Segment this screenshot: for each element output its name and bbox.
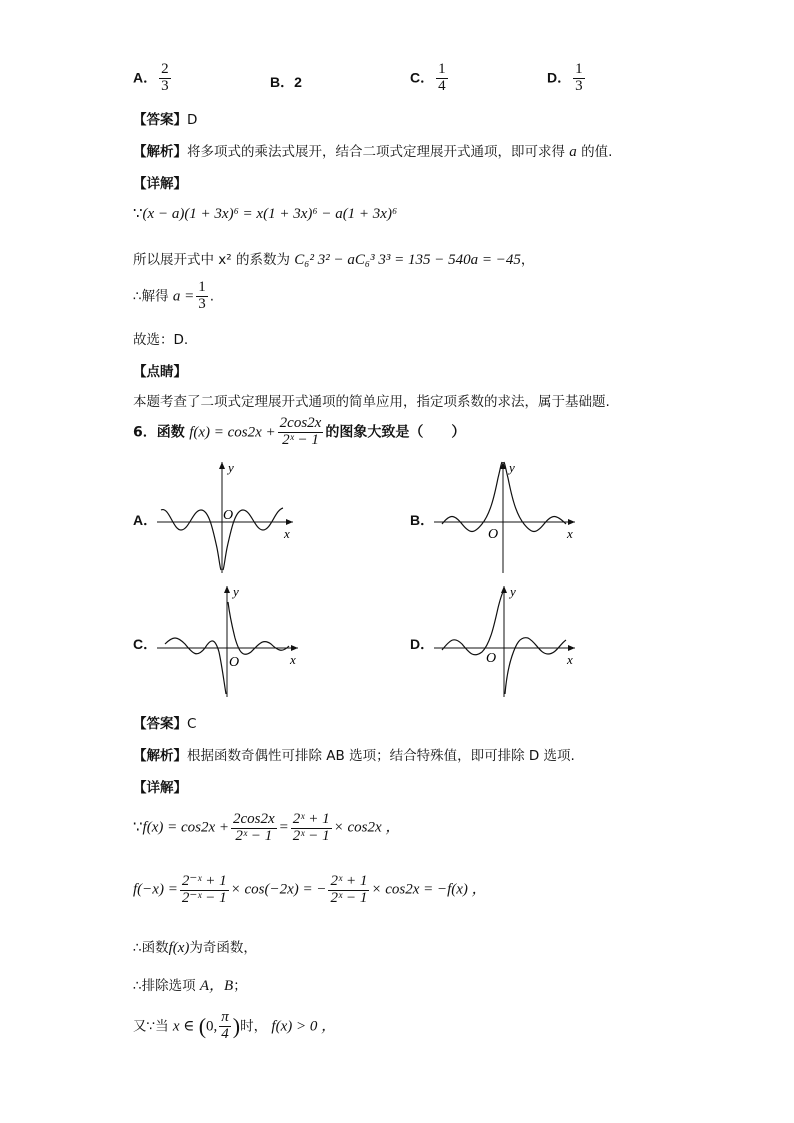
detail-2-line-4: ∴排除选项 A，B； (133, 978, 247, 994)
analysis-1: 【解析】将多项式的乘法式展开，结合二项式定理展开式通项，即可求得 a 的值. (133, 144, 613, 160)
detail-1-tag: 【详解】 (133, 176, 187, 192)
detail-1-line-1: ∵(x − a)(1 + 3x)⁶ = x(1 + 3x)⁶ − a(1 + 3x)⁶ (133, 206, 398, 222)
graph-b (432, 458, 582, 576)
graph-a (155, 458, 300, 576)
graph-c (155, 582, 305, 700)
svg-text:y: y (228, 460, 234, 475)
graph-d-label: D． (410, 636, 435, 652)
answer-2: 【答案】C (133, 716, 197, 732)
detail-2-tag: 【详解】 (133, 780, 187, 796)
graph-a-label: A． (133, 512, 158, 528)
svg-text:x: x (567, 526, 573, 541)
question-6: 6．函数 f(x) = cos2x + $\frac{2\cos 2x}{\text{2ˣ − 1}}$ 的图象大致是（ ） (133, 415, 466, 448)
svg-text:y: y (509, 460, 515, 475)
detail-2-line-2: f(−x) = $\frac{\text{2⁻ˣ + 1}}{\text{2⁻ˣ − 1}}$ × cos(−2x) = − $\frac{\text{2ˣ + 1}}{\text{2ˣ − 1}}$ × cos2x = −f(x) ， (133, 873, 487, 906)
svg-text:x: x (284, 526, 290, 541)
svg-text:O: O (486, 651, 497, 666)
svg-text:O: O (229, 655, 240, 670)
detail-1-line-4: 故选：D. (133, 332, 189, 348)
option-a: A． $\frac{2}{3}$ (133, 61, 169, 94)
comment-1-text: 本题考查了二项式定理展开式通项的简单应用，指定项系数的求法，属于基础题. (133, 394, 610, 410)
comment-1-tag: 【点睛】 (133, 364, 187, 380)
svg-text:x: x (290, 652, 296, 667)
option-d: D． $\frac{1}{3}$ (547, 61, 583, 94)
svg-text:x: x (567, 652, 573, 667)
detail-1-line-2: 所以展开式中 x² 的系数为 C₆² 3² − aC₆³ 3³ = 135 − 540a = −45， (133, 252, 535, 268)
svg-text:y: y (233, 584, 239, 599)
graph-c-label: C． (133, 636, 158, 652)
svg-text:y: y (510, 584, 516, 599)
svg-text:O: O (488, 527, 499, 542)
option-c: C． $\frac{1}{4}$ (410, 61, 446, 94)
analysis-2: 【解析】根据函数奇偶性可排除 AB 选项；结合特殊值，即可排除 D 选项. (133, 748, 575, 764)
detail-2-line-1: ∵f(x) = cos2x + $\frac{2\cos 2x}{\text{2ˣ − 1}}$ = $\frac{\text{2ˣ + 1}}{\text{2ˣ − 1}}$ × cos2x ， (133, 811, 401, 844)
detail-1-line-3: ∴解得 a = $\frac{1}{3}$ . (133, 279, 215, 312)
option-b: B．2 (270, 74, 302, 90)
detail-2-line-3: ∴函数f(x)为奇函数， (133, 940, 257, 956)
detail-2-line-5: 又∵当 x ∈ (0, $\frac{\pi}{4}$ )时， f(x) > 0 ， (133, 1009, 337, 1042)
answer-1: 【答案】D (133, 112, 198, 128)
graph-d (432, 582, 582, 700)
svg-text:O: O (223, 508, 234, 523)
graph-b-label: B． (410, 512, 435, 528)
